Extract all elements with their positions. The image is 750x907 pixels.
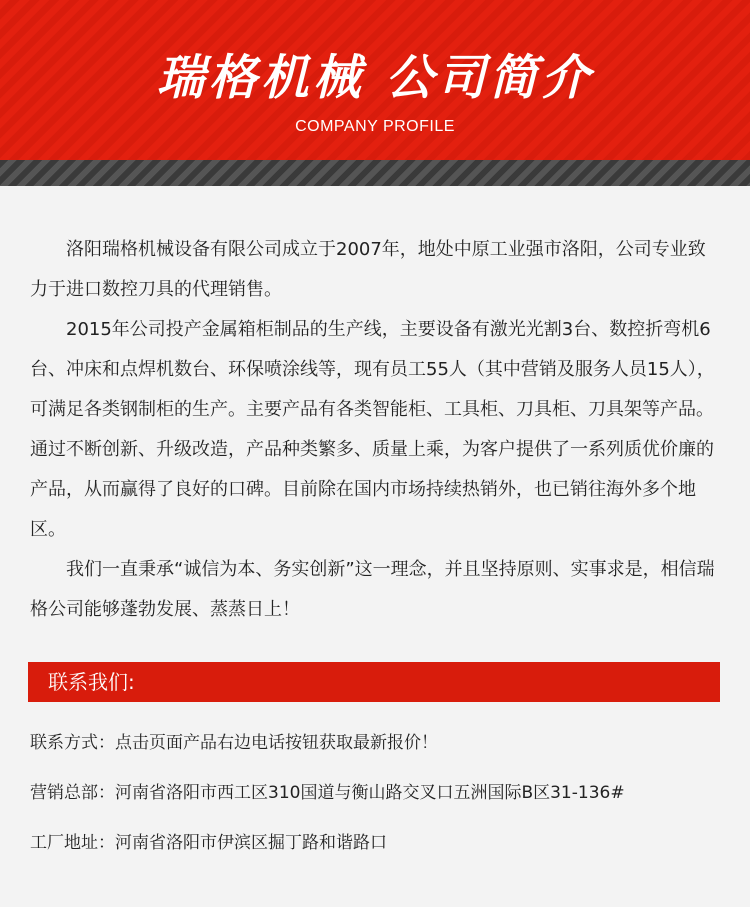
- factory-address: 工厂地址：河南省洛阳市伊滨区掘丁路和谐路口: [30, 833, 387, 853]
- contact-method: 联系方式：点击页面产品右边电话按钮获取最新报价！: [30, 733, 438, 753]
- contact-heading: 联系我们:: [28, 662, 720, 702]
- intro-paragraph: 洛阳瑞格机械设备有限公司成立于2007年，地处中原工业强市洛阳，公司专业致力于进口数控刀具的代理销售。: [30, 239, 706, 300]
- contact-list: [0, 702, 750, 856]
- sales-headquarters: 营销总部：河南省洛阳市西工区310国道与衡山路交叉口五洲国际B区31-136#: [30, 783, 625, 803]
- intro-paragraph: 2015年公司投产金属箱柜制品的生产线，主要设备有激光光割3台、数控折弯机6台、冲床和点焊机数台、环保喷涂线等，现有员工55人（其中营销及服务人员15人），可满足各类钢制柜的生产。主要产品有各类智能柜、工具柜、刀具柜、刀具架等产品。通过不断创新、升级改造，产品种类繁多、质量上乘，为客户提供了一系列质优价廉的产品，从而赢得了良好的口碑。目前除在国内市场持续热销外，也已销往海外多个地区。: [30, 319, 715, 540]
- header-banner: [0, 0, 750, 160]
- company-intro: [0, 186, 750, 630]
- intro-paragraph: 我们一直秉承“诚信为本、务实创新”这一理念，并且坚持原则、实事求是，相信瑞格公司能够蓬勃发展、蒸蒸日上！: [30, 559, 715, 620]
- page-subtitle: COMPANY PROFILE: [295, 118, 455, 135]
- page-title: 瑞格机械 公司简介: [156, 50, 594, 106]
- decorative-stripe: [0, 160, 750, 186]
